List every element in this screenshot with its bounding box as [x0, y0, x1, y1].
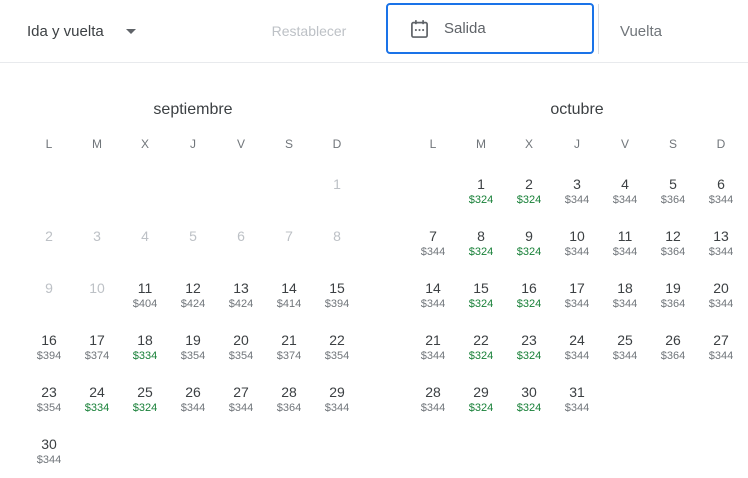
day-price: $354: [324, 350, 350, 362]
day-price: $344: [180, 402, 206, 414]
calendar-icon: [410, 19, 429, 39]
week-row: [25, 377, 361, 429]
empty-cell: [73, 429, 121, 478]
day-number: 19: [665, 280, 681, 296]
day-price: $424: [180, 298, 206, 310]
week-row: [25, 273, 361, 325]
empty-cell: [697, 377, 745, 429]
day-price: $364: [660, 246, 686, 258]
day-cell[interactable]: [169, 325, 217, 377]
day-cell[interactable]: [601, 325, 649, 377]
day-cell[interactable]: [505, 221, 553, 273]
weekday-label: X: [524, 137, 533, 151]
day-cell: [121, 221, 169, 273]
day-price: $364: [660, 194, 686, 206]
trip-type-dropdown[interactable]: [27, 0, 136, 62]
day-price: $344: [324, 402, 350, 414]
day-price: $324: [516, 402, 542, 414]
day-price: $344: [564, 402, 590, 414]
empty-cell: [409, 169, 457, 221]
day-cell[interactable]: [457, 273, 505, 325]
day-cell: [73, 221, 121, 273]
day-cell[interactable]: [553, 377, 601, 429]
day-number: 26: [185, 384, 201, 400]
day-cell[interactable]: [409, 325, 457, 377]
empty-cell: [169, 429, 217, 478]
day-number: 23: [521, 332, 537, 348]
empty-cell: [217, 429, 265, 478]
day-number: 13: [233, 280, 249, 296]
empty-cell: [265, 429, 313, 478]
day-price: $394: [324, 298, 350, 310]
empty-cell: [649, 377, 697, 429]
weekday-label: V: [236, 137, 245, 151]
day-price: $344: [708, 246, 734, 258]
day-cell[interactable]: [169, 377, 217, 429]
day-cell[interactable]: [409, 377, 457, 429]
day-price: $344: [36, 454, 62, 466]
day-number: 2: [45, 228, 53, 244]
weekday-label: S: [284, 137, 293, 151]
day-cell: [169, 221, 217, 273]
calendar-panel: [0, 63, 748, 478]
day-cell[interactable]: [313, 273, 361, 325]
trip-type-label: Ida y vuelta: [27, 22, 104, 40]
weekday-row: [25, 136, 361, 152]
week-row: [25, 221, 361, 273]
weeks-grid: [25, 169, 361, 478]
day-number: 20: [713, 280, 729, 296]
day-price: $324: [468, 402, 494, 414]
day-cell[interactable]: [553, 273, 601, 325]
day-price: $334: [84, 402, 110, 414]
weekday-label: L: [429, 137, 437, 151]
day-price: $344: [612, 194, 638, 206]
day-number: 28: [425, 384, 441, 400]
chevron-down-icon: [126, 29, 136, 34]
day-price: $374: [84, 350, 110, 362]
day-number: 29: [329, 384, 345, 400]
day-number: 7: [285, 228, 293, 244]
day-price: $344: [708, 298, 734, 310]
weekday-label: M: [92, 137, 102, 151]
day-number: 25: [137, 384, 153, 400]
day-number: 24: [569, 332, 585, 348]
day-price: $344: [420, 246, 446, 258]
weekday-label: D: [716, 137, 726, 151]
day-number: 11: [137, 280, 153, 296]
day-price: $344: [708, 194, 734, 206]
day-number: 16: [41, 332, 57, 348]
day-price: $354: [228, 350, 254, 362]
day-cell[interactable]: [217, 377, 265, 429]
day-price: $344: [564, 298, 590, 310]
day-price: $324: [468, 194, 494, 206]
day-number: 18: [137, 332, 153, 348]
day-cell[interactable]: [217, 325, 265, 377]
day-cell[interactable]: [649, 273, 697, 325]
empty-cell: [169, 169, 217, 221]
day-number: 15: [473, 280, 489, 296]
day-price: $354: [36, 402, 62, 414]
day-price: $324: [468, 298, 494, 310]
day-cell[interactable]: [505, 273, 553, 325]
day-price: $404: [132, 298, 158, 310]
day-price: $344: [564, 194, 590, 206]
day-cell[interactable]: [313, 325, 361, 377]
day-number: 30: [41, 436, 57, 452]
weekday-label: X: [140, 137, 149, 151]
day-number: 6: [237, 228, 245, 244]
date-fields: [386, 0, 748, 62]
day-cell[interactable]: [553, 325, 601, 377]
day-cell[interactable]: [313, 377, 361, 429]
day-number: 1: [333, 176, 341, 192]
day-cell[interactable]: [553, 169, 601, 221]
return-field-label: Vuelta: [620, 22, 662, 40]
day-cell[interactable]: [697, 169, 745, 221]
empty-cell: [73, 169, 121, 221]
day-number: 7: [429, 228, 437, 244]
day-cell[interactable]: [601, 273, 649, 325]
week-row: [409, 221, 745, 273]
day-price: $324: [516, 298, 542, 310]
day-number: 3: [573, 176, 581, 192]
day-cell: [73, 273, 121, 325]
day-cell[interactable]: [73, 325, 121, 377]
day-number: 26: [665, 332, 681, 348]
day-number: 31: [569, 384, 585, 400]
empty-cell: [25, 169, 73, 221]
empty-cell: [601, 377, 649, 429]
month-october: [409, 63, 745, 478]
day-number: 9: [525, 228, 533, 244]
day-number: 4: [621, 176, 629, 192]
day-number: 8: [333, 228, 341, 244]
day-price: $324: [468, 246, 494, 258]
day-price: $364: [660, 350, 686, 362]
day-cell[interactable]: [25, 429, 73, 478]
day-price: $344: [228, 402, 254, 414]
day-price: $324: [516, 246, 542, 258]
week-row: [25, 429, 361, 478]
reset-button[interactable]: Restablecer: [271, 23, 347, 39]
empty-cell: [217, 169, 265, 221]
day-cell: [25, 273, 73, 325]
day-number: 15: [329, 280, 345, 296]
day-price: $344: [420, 298, 446, 310]
day-price: $374: [276, 350, 302, 362]
day-price: $324: [516, 194, 542, 206]
day-cell[interactable]: [697, 325, 745, 377]
month-september: [25, 63, 361, 478]
departure-field-label: Salida: [444, 20, 486, 37]
day-cell[interactable]: [601, 221, 649, 273]
day-cell[interactable]: [409, 221, 457, 273]
day-cell[interactable]: [697, 273, 745, 325]
day-cell[interactable]: [265, 325, 313, 377]
day-number: 11: [617, 228, 633, 244]
day-price: $354: [180, 350, 206, 362]
week-row: [409, 377, 745, 429]
day-number: 5: [669, 176, 677, 192]
day-cell[interactable]: [553, 221, 601, 273]
day-price: $344: [564, 350, 590, 362]
day-price: $364: [660, 298, 686, 310]
day-cell: [265, 221, 313, 273]
weeks-grid: [409, 169, 745, 429]
day-cell[interactable]: [217, 273, 265, 325]
day-cell[interactable]: [457, 377, 505, 429]
day-number: 17: [569, 280, 585, 296]
day-cell[interactable]: [73, 377, 121, 429]
day-price: $324: [468, 350, 494, 362]
empty-cell: [121, 169, 169, 221]
day-number: 22: [329, 332, 345, 348]
empty-cell: [265, 169, 313, 221]
day-number: 23: [41, 384, 57, 400]
day-price: $424: [228, 298, 254, 310]
day-number: 14: [281, 280, 297, 296]
topbar: [0, 0, 748, 63]
day-cell: [313, 169, 361, 221]
day-price: $324: [516, 350, 542, 362]
day-number: 14: [425, 280, 441, 296]
day-number: 10: [569, 228, 585, 244]
weekday-label: D: [332, 137, 342, 151]
day-number: 20: [233, 332, 249, 348]
day-cell[interactable]: [457, 325, 505, 377]
day-number: 5: [189, 228, 197, 244]
day-price: $334: [132, 350, 158, 362]
day-price: $344: [564, 246, 590, 258]
day-cell[interactable]: [265, 377, 313, 429]
day-number: 28: [281, 384, 297, 400]
weekday-label: M: [476, 137, 486, 151]
week-row: [409, 325, 745, 377]
day-cell[interactable]: [505, 169, 553, 221]
day-number: 27: [713, 332, 729, 348]
day-number: 21: [281, 332, 297, 348]
day-number: 25: [617, 332, 633, 348]
week-row: [25, 325, 361, 377]
day-cell[interactable]: [697, 221, 745, 273]
empty-cell: [313, 429, 361, 478]
month-title: octubre: [550, 101, 604, 118]
day-number: 22: [473, 332, 489, 348]
weekday-label: S: [668, 137, 677, 151]
departure-date-field[interactable]: [386, 3, 594, 54]
weekday-row: [409, 136, 745, 152]
day-number: 8: [477, 228, 485, 244]
day-cell[interactable]: [649, 325, 697, 377]
day-cell[interactable]: [25, 377, 73, 429]
day-cell[interactable]: [121, 273, 169, 325]
day-number: 4: [141, 228, 149, 244]
day-cell[interactable]: [169, 273, 217, 325]
day-cell[interactable]: [601, 169, 649, 221]
weekday-label: J: [574, 137, 580, 151]
day-price: $324: [132, 402, 158, 414]
day-number: 19: [185, 332, 201, 348]
day-cell[interactable]: [457, 169, 505, 221]
day-number: 3: [93, 228, 101, 244]
day-number: 13: [713, 228, 729, 244]
empty-cell: [121, 429, 169, 478]
weekday-label: L: [45, 137, 53, 151]
day-number: 12: [185, 280, 201, 296]
day-cell[interactable]: [505, 325, 553, 377]
day-price: $364: [276, 402, 302, 414]
weekday-label: J: [190, 137, 196, 151]
day-number: 21: [425, 332, 441, 348]
day-cell[interactable]: [265, 273, 313, 325]
day-cell: [25, 221, 73, 273]
day-cell[interactable]: [121, 325, 169, 377]
day-price: $414: [276, 298, 302, 310]
day-cell[interactable]: [457, 221, 505, 273]
day-number: 17: [89, 332, 105, 348]
week-row: [409, 273, 745, 325]
month-title: septiembre: [153, 101, 233, 118]
day-price: $394: [36, 350, 62, 362]
day-number: 2: [525, 176, 533, 192]
day-number: 30: [521, 384, 537, 400]
day-number: 29: [473, 384, 489, 400]
day-cell: [217, 221, 265, 273]
day-number: 9: [45, 280, 53, 296]
day-cell: [313, 221, 361, 273]
day-price: $344: [420, 402, 446, 414]
day-price: $344: [612, 298, 638, 310]
day-cell[interactable]: [505, 377, 553, 429]
day-cell[interactable]: [649, 221, 697, 273]
day-number: 18: [617, 280, 633, 296]
day-number: 12: [665, 228, 681, 244]
day-number: 27: [233, 384, 249, 400]
day-number: 1: [477, 176, 485, 192]
day-number: 6: [717, 176, 725, 192]
week-row: [25, 169, 361, 221]
day-price: $344: [612, 246, 638, 258]
weekday-label: V: [620, 137, 629, 151]
day-number: 10: [89, 280, 105, 296]
day-price: $344: [420, 350, 446, 362]
day-cell[interactable]: [121, 377, 169, 429]
day-cell[interactable]: [25, 325, 73, 377]
week-row: [409, 169, 745, 221]
day-number: 16: [521, 280, 537, 296]
day-cell[interactable]: [409, 273, 457, 325]
day-number: 24: [89, 384, 105, 400]
day-price: $344: [612, 350, 638, 362]
day-price: $344: [708, 350, 734, 362]
day-cell[interactable]: [649, 169, 697, 221]
return-date-field[interactable]: [599, 0, 748, 62]
